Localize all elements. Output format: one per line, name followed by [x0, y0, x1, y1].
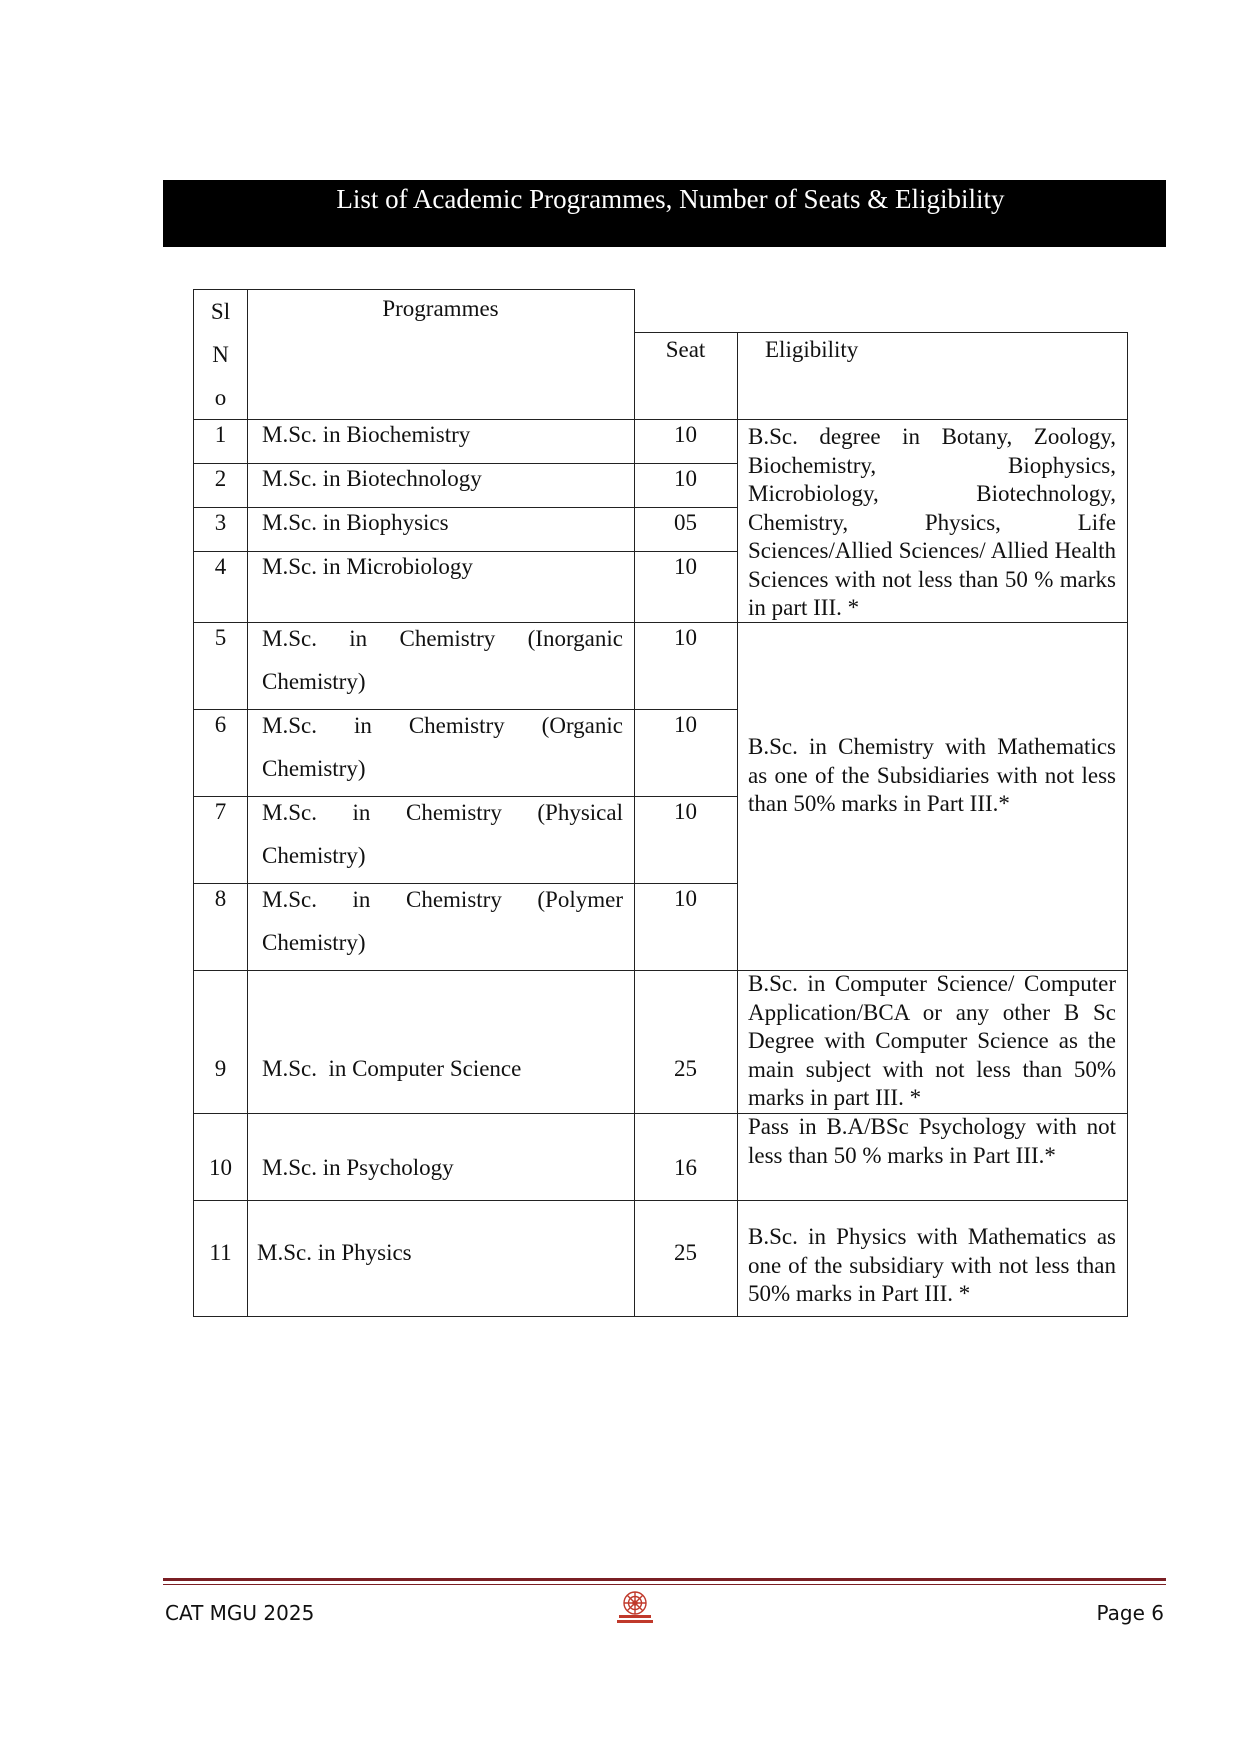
table-row-sl	[193, 551, 248, 623]
table-row-sl	[193, 709, 248, 797]
table-row-sl	[193, 507, 248, 552]
seat-value: 05	[674, 510, 697, 535]
sl-value: 2	[214, 466, 227, 491]
table-row-seat	[634, 507, 738, 552]
header-eligibility-label: Eligibility	[765, 337, 859, 362]
sl-value: 9	[214, 1056, 227, 1081]
table-row-seat	[634, 970, 738, 1114]
page-number: Page 6	[1096, 1601, 1164, 1625]
programme-value: M.Sc. in Biochemistry	[262, 422, 471, 447]
header-seat	[634, 332, 738, 420]
eligibility-text: B.Sc. degree in Botany, Zoology, Biochemistry, Biophysics, Microbiology, Biotechnology, Chemistry, Physics, Life Sciences/Allied Sciences/ Allied Health Sciences with not less than 50 % marks in part III. *	[748, 424, 1116, 620]
table-row-seat	[634, 796, 738, 884]
header-sl-line: Sl	[210, 299, 231, 324]
programme-value: M.Sc. in Biophysics	[262, 510, 449, 535]
seat-value: 10	[674, 554, 697, 579]
seat-value: 25	[674, 1056, 697, 1081]
table-row-seat	[634, 1200, 738, 1317]
table-row-sl	[193, 883, 248, 971]
table-row-programme	[247, 419, 635, 464]
sl-value: 6	[214, 712, 227, 737]
table-row-programme	[247, 1113, 635, 1201]
table-row-sl	[193, 622, 248, 710]
table-row-seat	[634, 551, 738, 623]
table-row-seat	[634, 1113, 738, 1201]
sl-value: 1	[214, 422, 227, 447]
programme-value: M.Sc. in Chemistry (Inorganic Chemistry)	[262, 626, 623, 694]
eligibility-text: Pass in B.A/BSc Psychology with not less than 50 % marks in Part III.*	[748, 1114, 1116, 1168]
table-row-sl	[193, 970, 248, 1114]
footer-exam-name: CAT MGU 2025	[165, 1601, 315, 1625]
sl-value: 5	[214, 625, 227, 650]
eligibility-text: B.Sc. in Chemistry with Mathematics as one of the Subsidiaries with not less than 50% marks in Part III.*	[748, 734, 1116, 816]
eligibility-cell	[737, 622, 1128, 971]
sl-value: 8	[214, 886, 227, 911]
page-title-banner	[163, 180, 1166, 247]
table-row-seat	[634, 622, 738, 710]
seat-value: 10	[674, 422, 697, 447]
footer-divider-thin	[163, 1584, 1166, 1585]
table-row-sl	[193, 1113, 248, 1201]
table-row-seat	[634, 709, 738, 797]
eligibility-text: B.Sc. in Computer Science/ Computer Application/BCA or any other B Sc Degree with Computer Science as the main subject with not less than 50% marks in part III. *	[748, 971, 1116, 1110]
header-programmes-label: Programmes	[382, 296, 499, 321]
programme-value: M.Sc. in Physics	[257, 1240, 412, 1265]
sl-value: 10	[209, 1155, 232, 1180]
programme-value: M.Sc. in Chemistry (Polymer Chemistry)	[262, 887, 623, 955]
table-row-sl	[193, 419, 248, 464]
sl-value: 11	[209, 1240, 232, 1265]
sl-value: 3	[214, 510, 227, 535]
programme-value: M.Sc. in Chemistry (Physical Chemistry)	[262, 800, 623, 868]
table-row-sl	[193, 1200, 248, 1317]
eligibility-cell	[737, 1113, 1128, 1201]
header-programmes	[247, 289, 635, 420]
header-sl-line: o	[214, 385, 227, 410]
table-row-sl	[193, 796, 248, 884]
table-row-programme	[247, 622, 635, 710]
programme-value: M.Sc. in Computer Science	[262, 1056, 522, 1081]
seat-value: 10	[674, 886, 697, 911]
table-row-programme	[247, 507, 635, 552]
seat-value: 10	[674, 712, 697, 737]
eligibility-cell	[737, 419, 1128, 623]
table-row-programme	[247, 883, 635, 971]
header-seat-label: Seat	[665, 337, 706, 362]
header-sl-no	[193, 289, 248, 420]
header-sl-line: N	[212, 342, 229, 367]
sl-value: 4	[214, 554, 227, 579]
footer-divider	[163, 1578, 1166, 1581]
table-row-programme	[247, 551, 635, 623]
programme-value: M.Sc. in Biotechnology	[262, 466, 482, 491]
table-row-seat	[634, 419, 738, 464]
university-emblem-icon	[613, 1588, 657, 1626]
programme-value: M.Sc. in Microbiology	[262, 554, 473, 579]
eligibility-cell	[737, 1200, 1128, 1317]
programme-value: M.Sc. in Psychology	[262, 1155, 454, 1180]
seat-value: 10	[674, 466, 697, 491]
seat-value: 10	[674, 625, 697, 650]
seat-value: 10	[674, 799, 697, 824]
table-row-seat	[634, 463, 738, 508]
table-row-sl	[193, 463, 248, 508]
table-row-programme	[247, 970, 635, 1114]
table-row-programme	[247, 1200, 635, 1317]
sl-value: 7	[214, 799, 227, 824]
page-title: List of Academic Programmes, Number of Seats & Eligibility	[336, 184, 1005, 214]
table-row-seat	[634, 883, 738, 971]
seat-value: 16	[674, 1155, 697, 1180]
programme-value: M.Sc. in Chemistry (Organic Chemistry)	[262, 713, 623, 781]
seat-value: 25	[674, 1240, 697, 1265]
eligibility-cell	[737, 970, 1128, 1114]
table-row-programme	[247, 709, 635, 797]
eligibility-text: B.Sc. in Physics with Mathematics as one of the subsidiary with not less than 50% marks in Part III. *	[748, 1224, 1116, 1306]
table-row-programme	[247, 463, 635, 508]
table-row-programme	[247, 796, 635, 884]
header-eligibility	[737, 332, 1128, 420]
